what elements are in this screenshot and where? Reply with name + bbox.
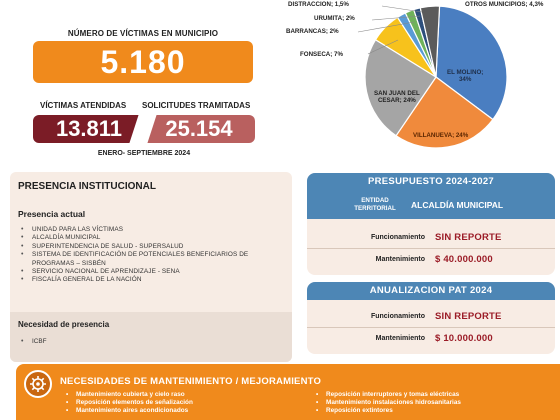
list-item: • SUPERINTENDENCIA DE SALUD - SUPERSALUD [20,243,282,251]
requests-count: 25.154 [143,115,255,143]
entity-label: ENTIDAD TERRITORIAL [354,197,396,212]
entity-value: ALCALDÍA MUNICIPAL [411,200,504,210]
pie-label-urumita: URUMITA; 2% [314,15,355,22]
row-value: SIN REPORTE [435,311,502,322]
list-item: • Mantenimiento instalaciones hidrosanitarias [316,399,461,407]
entity-row [307,191,555,219]
list-item: • Mantenimiento cubierta y cielo raso [66,391,193,399]
attended-label: VÍCTIMAS ATENDIDAS [40,101,127,110]
list-item: • SISTEMA DE IDENTIFICACIÓN DE POTENCIALES BENEFICIARIOS DE PROGRAMAS – SISBÉN [20,251,282,268]
necesidad-title: Necesidad de presencia [18,320,110,329]
list-item: • ICBF [20,338,47,345]
row-label: Mantenimiento [375,335,425,342]
pie-label-fonseca: FONSECA; 7% [300,51,343,58]
row-value: SIN REPORTE [435,232,502,243]
pie-label-distraccion: DISTRACCION; 1,5% [288,1,349,8]
tools-icon [24,370,52,398]
list-item: • UNIDAD PARA LAS VÍCTIMAS [20,226,282,234]
row-value: $ 10.000.000 [435,333,493,344]
requests-label: SOLICITUDES TRAMITADAS [142,101,251,110]
victims-count: 5.180 [33,41,253,83]
necesidad-list [20,338,47,345]
presencia-list [20,226,282,285]
list-item: • Reposición elementos de señalización [66,399,193,407]
pie-label-el-molino [447,69,483,83]
presupuesto-row-funcionamiento [307,227,555,249]
presupuesto-panel [307,173,555,275]
list-item: • Reposición interruptores y tomas eléctricas [316,391,461,399]
victims-pie-chart [272,0,560,170]
pie-label-san-juan [374,90,420,104]
anualizacion-row-mantenimiento [307,328,555,350]
row-label: Funcionamiento [370,234,425,241]
pie-label-barrancas: BARRANCAS; 2% [286,28,339,35]
tools-icon-svg [26,372,50,396]
attended-count: 13.811 [33,115,145,143]
necesidades-title: NECESIDADES DE MANTENIMIENTO / MEJORAMIENTO [60,376,322,387]
necesidades-panel [16,364,560,420]
pie-svg [272,0,560,170]
list-item: • ALCALDÍA MUNICIPAL [20,234,282,242]
presupuesto-row-mantenimiento [307,249,555,271]
list-item: • Reposición extintores [316,407,461,415]
pie-label-villanueva: VILLANUEVA; 24% [413,132,469,139]
row-label: Funcionamiento [370,313,425,320]
list-item: • SERVICIO NACIONAL DE APRENDIZAJE - SENA [20,268,282,276]
period-label: ENERO- SEPTIEMBRE 2024 [97,150,191,157]
pie-label-san-juan-2: CESAR; 24% [377,97,416,104]
presencia-title: PRESENCIA INSTITUCIONAL [18,181,156,192]
necesidades-list-2 [316,391,461,415]
anualizacion-title: ANUALIZACION PAT 2024 [307,282,555,300]
presencia-actual-label: Presencia actual [18,209,86,219]
row-value: $ 40.000.000 [435,254,493,265]
row-label: Mantenimiento [375,256,425,263]
presupuesto-title: PRESUPUESTO 2024-2027 [307,173,555,191]
anualizacion-panel [307,282,555,354]
necesidades-list-1 [66,391,193,415]
pie-label-el-molino-pct: 34% [458,76,472,83]
anualizacion-row-funcionamiento [307,306,555,328]
pie-label-san-juan-1: SAN JUAN DEL [374,90,420,97]
necesidad-panel [10,312,292,362]
list-item: • FISCALÍA GENERAL DE LA NACIÓN [20,276,282,284]
list-item: • Mantenimiento aires acondicionados [66,407,193,415]
pie-label-el-molino-name: EL MOLINO; [447,69,484,76]
pie-label-otros: OTROS MUNICIPIOS; 4,3% [465,1,544,8]
victims-label: NÚMERO DE VÍCTIMAS EN MUNICIPIO [67,29,219,38]
